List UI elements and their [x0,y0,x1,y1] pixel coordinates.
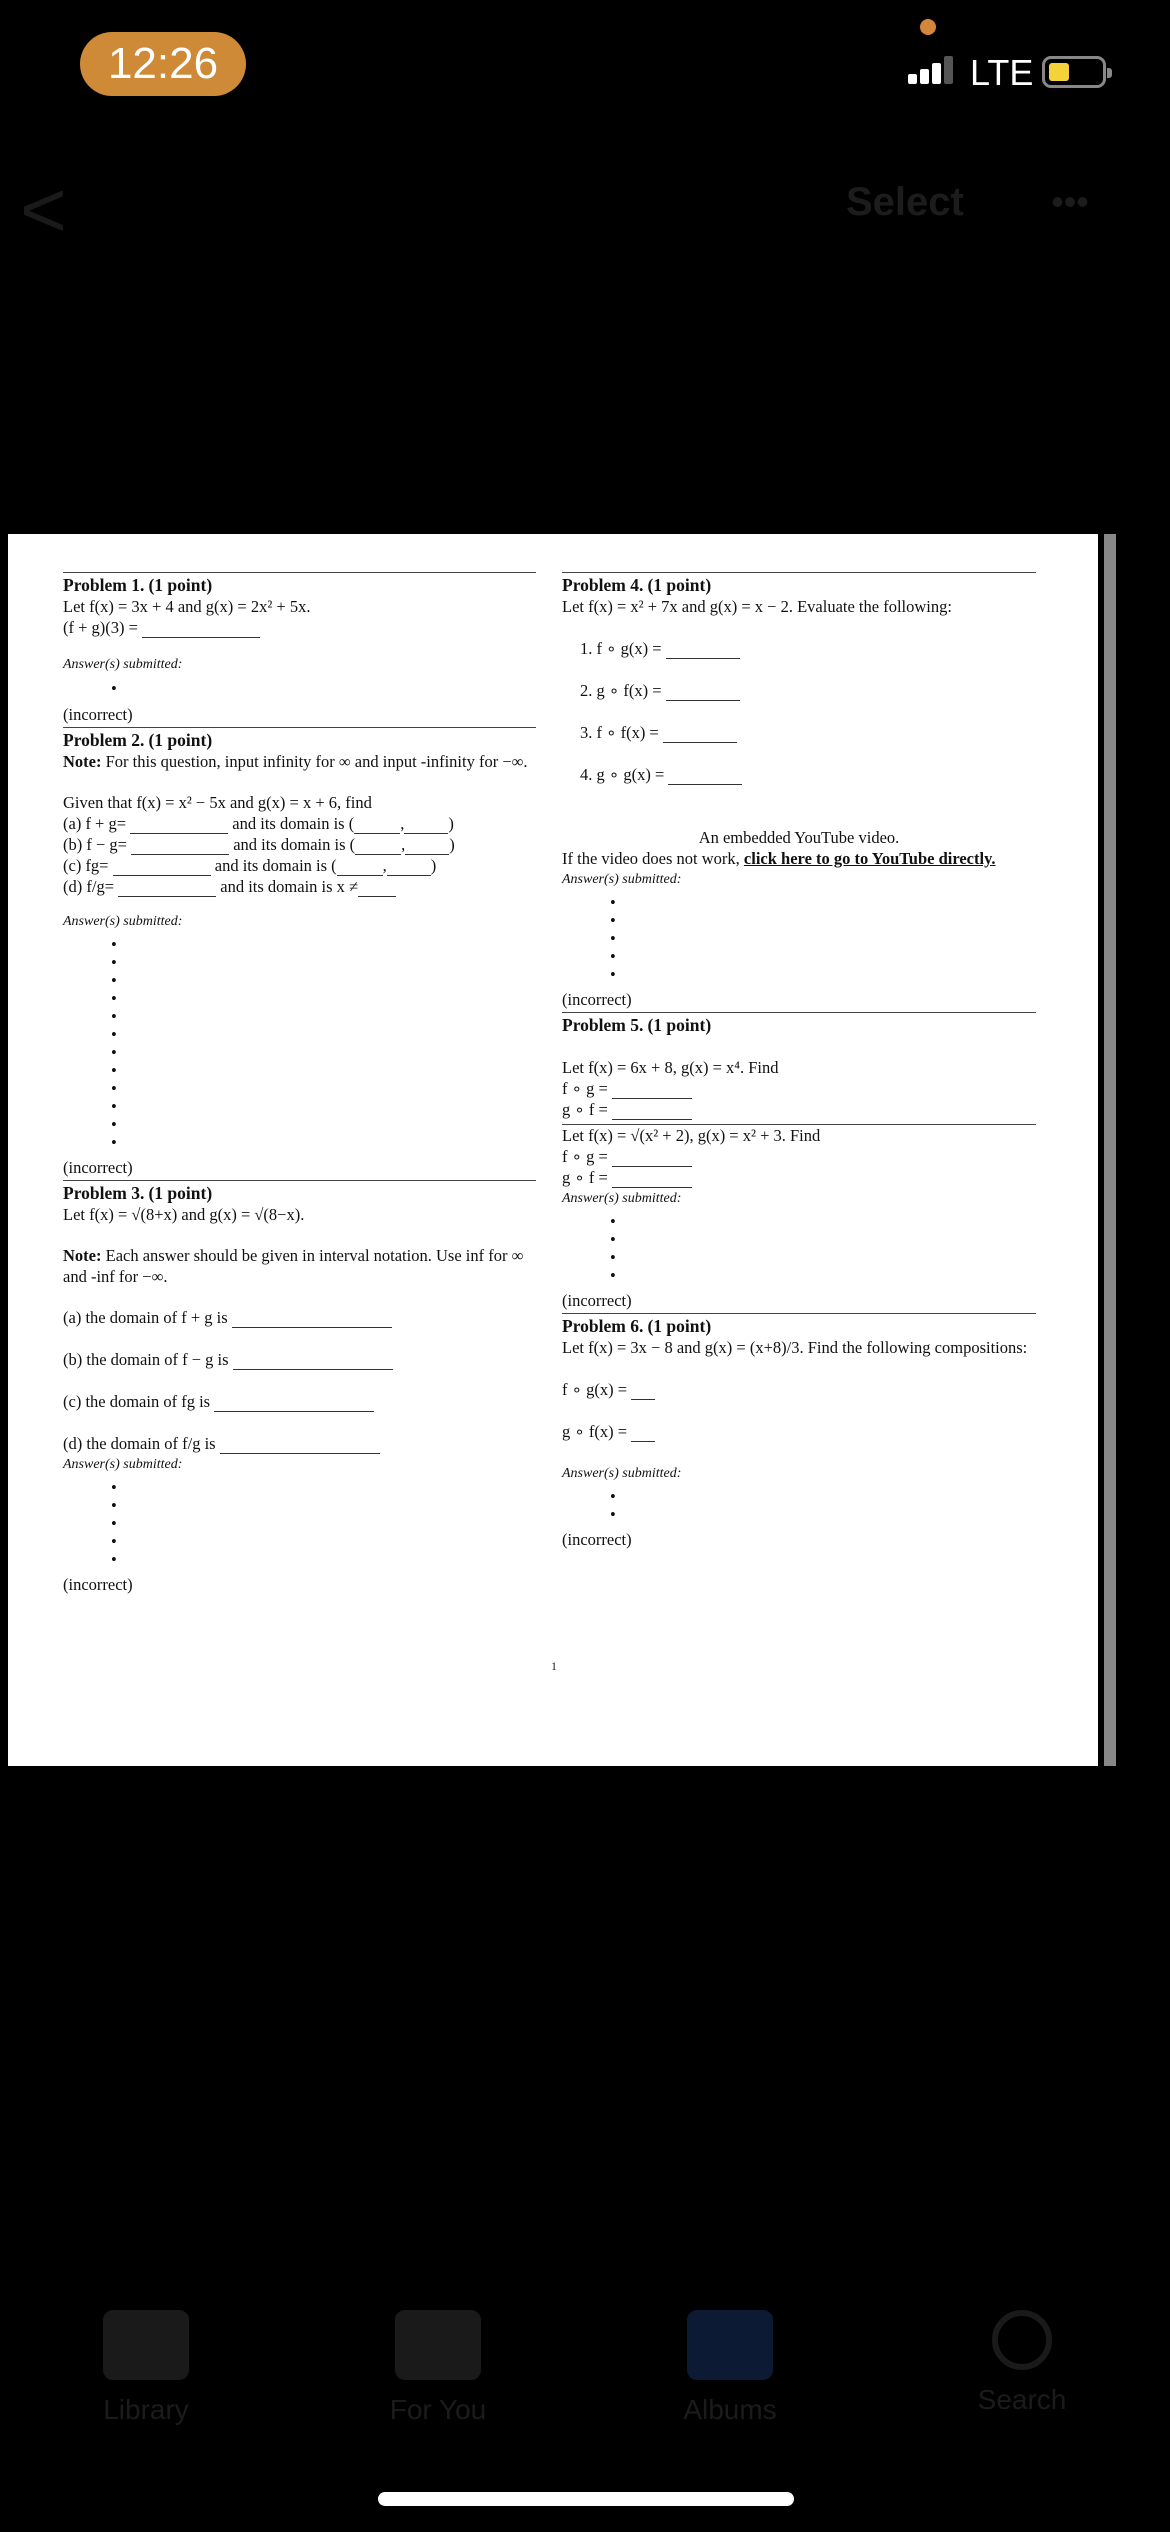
result-status: (incorrect) [562,1530,632,1549]
problem-points: (1 point) [148,730,213,750]
tab-library[interactable]: Library [16,2290,276,2426]
problem-statement: Let f(x) = x² + 7x and g(x) = x − 2. Evaluate the following: [562,597,952,616]
more-options-button[interactable]: ••• [1051,181,1089,222]
answers-submitted-label: Answer(s) submitted: [63,657,183,672]
problem-statement: Let f(x) = 3x − 8 and g(x) = (x+8)/3. Find the following compositions: [562,1338,1028,1357]
list-item: g ∘ f = [562,1167,1036,1188]
network-type: LTE [970,52,1034,93]
problem-6 [562,1316,1036,1550]
answer-blank[interactable] [666,700,740,701]
problem-points: (1 point) [647,1316,712,1336]
list-item: • [111,679,117,698]
answer-blank[interactable] [233,1369,393,1370]
answer-blank[interactable] [668,784,742,785]
albums-icon [687,2310,773,2380]
answer-blank[interactable] [118,896,216,897]
problem-statement: Let f(x) = 6x + 8, g(x) = x⁴. Find [562,1058,779,1077]
tab-bar [0,2290,1170,2450]
list-item: 3. f ∘ f(x) = [562,722,1036,743]
problem-points: (1 point) [148,575,213,595]
answers-submitted-label: Answer(s) submitted: [562,1466,682,1481]
result-status: (incorrect) [562,1291,632,1310]
problem-1 [63,575,536,725]
search-icon [992,2310,1052,2370]
document-scrollbar[interactable] [1104,534,1116,1766]
problem-title: Problem 3. [63,1183,145,1203]
problem-2 [63,730,536,1178]
answers-submitted-label: Answer(s) submitted: [63,1457,183,1472]
note-label: Note: [63,752,102,771]
result-status: (incorrect) [63,1575,133,1594]
problem-title: Problem 5. [562,1015,644,1035]
answers-submitted-label: Answer(s) submitted: [562,1191,682,1206]
video-caption: An embedded YouTube video. [698,828,900,847]
answer-blank[interactable] [631,1399,655,1400]
tab-albums[interactable]: Albums [600,2290,860,2426]
problem-points: (1 point) [647,1015,712,1035]
answer-blank[interactable] [232,1327,392,1328]
bullet-list: • • • • • [111,1478,117,1569]
answer-blank[interactable] [142,637,260,638]
problem-ask: (f + g)(3) = [63,618,138,637]
status-time: 12:26 [80,32,246,96]
answer-blank[interactable] [663,742,737,743]
list-item: f ∘ g = [562,1078,1036,1099]
answer-blank[interactable] [214,1411,374,1412]
problem-title: Problem 6. [562,1316,644,1336]
problem-title: Problem 4. [562,575,644,595]
answer-blank[interactable] [220,1453,380,1454]
list-item: g ∘ f(x) = [562,1421,1036,1442]
problem-title: Problem 1. [63,575,145,595]
result-status: (incorrect) [63,1158,133,1177]
note-text: For this question, input infinity for ∞ and input -infinity for −∞. [105,752,528,771]
problem-points: (1 point) [647,575,712,595]
tab-for-you[interactable]: For You [308,2290,568,2426]
photo-library-icon [103,2310,189,2380]
problem-points: (1 point) [148,1183,213,1203]
for-you-icon [395,2310,481,2380]
home-indicator[interactable] [378,2492,794,2506]
back-chevron-icon[interactable]: < [20,165,67,254]
bullet-list: • • [610,1487,616,1524]
bullet-list: • • • • • [610,893,616,984]
right-column [562,572,1036,1550]
list-item: (b) f − g= and its domain is ( , ) [63,835,455,854]
page-number: 1 [551,1659,557,1673]
list-item: (c) fg= and its domain is ( , ) [63,856,437,875]
problem-title: Problem 2. [63,730,145,750]
list-item: (d) f/g= and its domain is x ≠ [63,876,536,897]
problem-statement: Given that f(x) = x² − 5x and g(x) = x + 6, find [63,793,372,812]
answer-blank[interactable] [631,1441,655,1442]
list-item: (d) the domain of f/g is [63,1433,536,1454]
list-item: f ∘ g(x) = [562,1379,1036,1400]
answers-submitted-label: Answer(s) submitted: [562,872,682,887]
privacy-indicator-dot [920,19,936,35]
list-item: (a) f + g= and its domain is ( , ) [63,814,454,833]
problem-statement: Let f(x) = √(x² + 2), g(x) = x² + 3. Find [562,1126,821,1145]
list-item: 2. g ∘ f(x) = [562,680,1036,701]
problem-5 [562,1015,1036,1311]
video-fallback-text: If the video does not work, [562,849,740,868]
result-status: (incorrect) [562,990,632,1009]
bullet-list: • • • • • • • • • • • • [111,935,117,1152]
left-column [63,572,536,1595]
list-item: f ∘ g = [562,1146,1036,1167]
answer-blank[interactable] [666,658,740,659]
status-bar [0,0,1170,140]
answer-blank[interactable] [612,1119,692,1120]
bullet-list: • • • • [610,1212,616,1285]
problem-4 [562,575,1036,1010]
tab-search[interactable]: Search [892,2290,1152,2416]
note-text: Each answer should be given in interval notation. Use inf for ∞ and -inf for −∞. [63,1246,524,1286]
select-button[interactable]: Select [846,180,964,224]
youtube-link[interactable]: click here to go to YouTube directly. [743,849,996,868]
problem-3 [63,1183,536,1595]
battery-icon [1042,56,1106,88]
problem-statement: Let f(x) = √(8+x) and g(x) = √(8−x). [63,1205,305,1224]
list-item: 1. f ∘ g(x) = [562,638,1036,659]
result-status: (incorrect) [63,705,133,724]
list-item: g ∘ f = [562,1099,1036,1120]
list-item: (a) the domain of f + g is [63,1307,536,1328]
list-item: 4. g ∘ g(x) = [562,764,1036,785]
answers-submitted-label: Answer(s) submitted: [63,914,183,929]
list-item: (c) the domain of fg is [63,1391,536,1412]
note-label: Note: [63,1246,102,1265]
list-item: (b) the domain of f − g is [63,1349,536,1370]
problem-statement: Let f(x) = 3x + 4 and g(x) = 2x² + 5x. [63,597,311,616]
